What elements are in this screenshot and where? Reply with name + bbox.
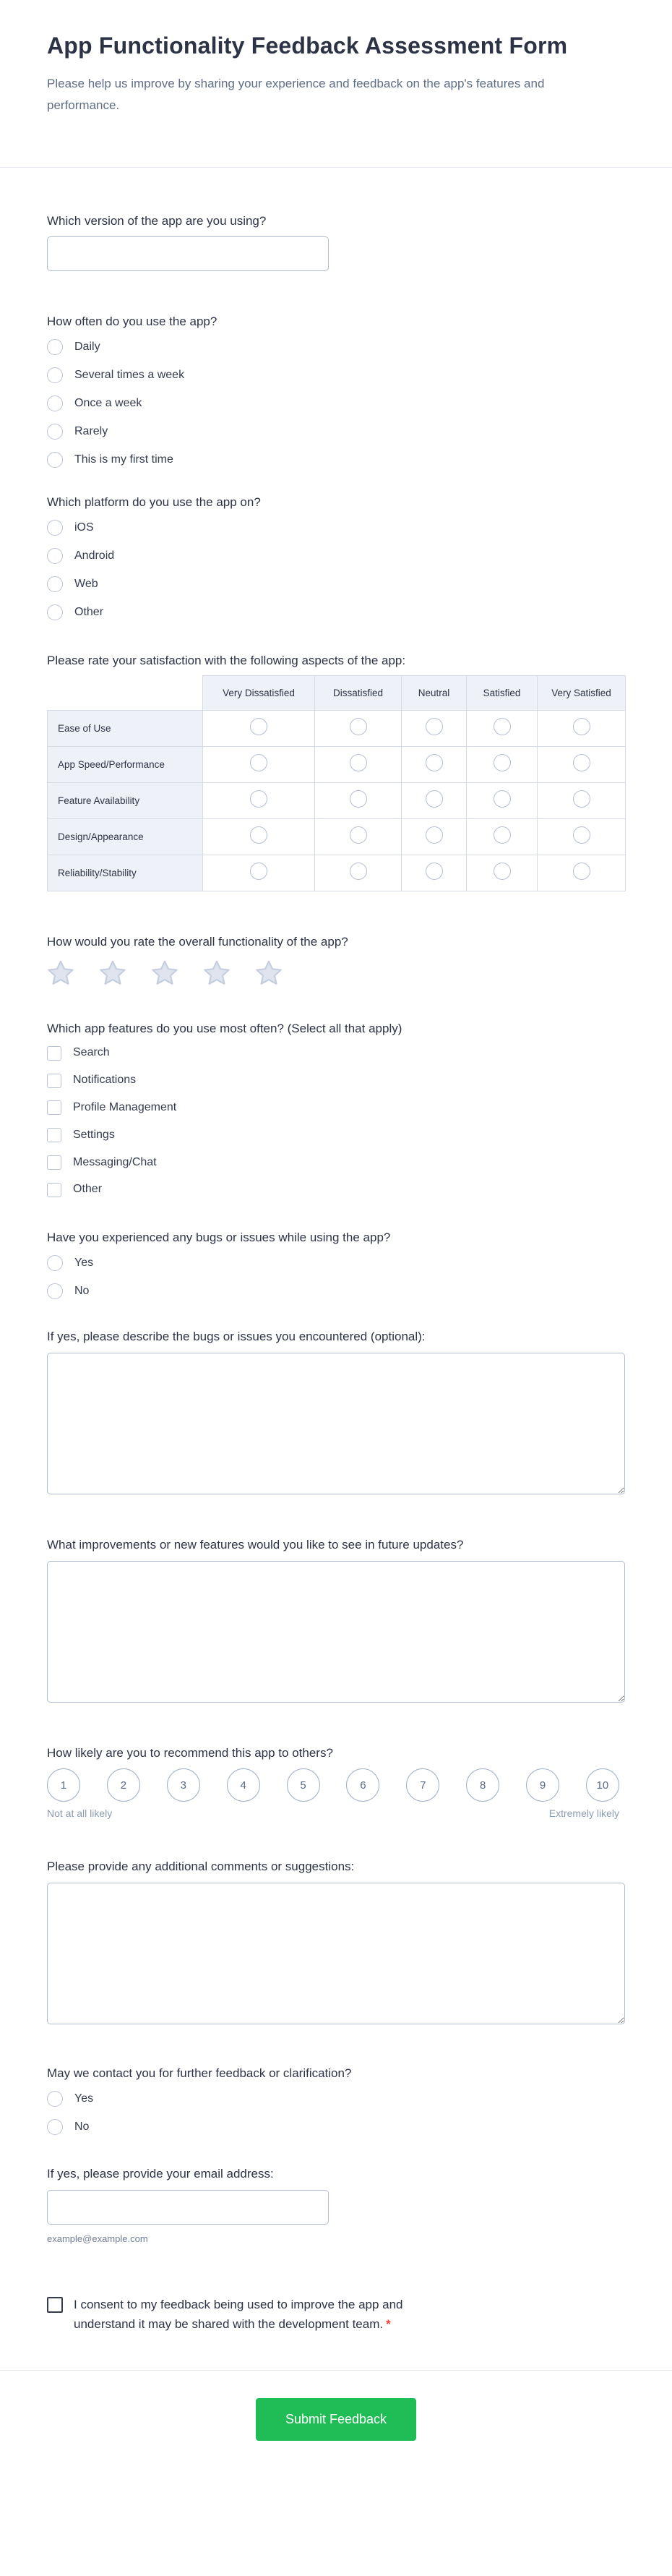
required-asterisk: * xyxy=(386,2317,391,2332)
radio-icon[interactable] xyxy=(250,718,267,735)
satisfaction-matrix-table xyxy=(47,675,626,891)
matrix-cell[interactable] xyxy=(402,855,467,891)
checkbox-icon[interactable] xyxy=(47,1128,61,1142)
question-bugs xyxy=(47,1229,625,1299)
question-label: May we contact you for further feedback or clarification? xyxy=(47,2066,352,2081)
radio-option-label: Rarely xyxy=(74,424,108,437)
matrix-cell[interactable] xyxy=(467,855,538,891)
improvements-textarea[interactable] xyxy=(47,1561,625,1703)
nps-left-label: Not at all likely xyxy=(47,1807,113,1820)
star-icon[interactable] xyxy=(99,959,126,987)
radio-icon[interactable] xyxy=(426,790,443,808)
question-consent xyxy=(47,2295,625,2334)
question-label: How would you rate the overall functionality of the app? xyxy=(47,934,348,949)
consent-checkbox[interactable] xyxy=(47,2297,63,2313)
matrix-row xyxy=(48,855,626,891)
matrix-row-label: Design/Appearance xyxy=(48,818,203,855)
radio-icon[interactable] xyxy=(47,339,63,355)
radio-option[interactable] xyxy=(47,367,625,383)
question-label: Have you experienced any bugs or issues while using the app? xyxy=(47,1231,391,1245)
question-improvements xyxy=(47,1536,625,1703)
question-label: Please provide any additional comments or suggestions: xyxy=(47,1860,355,1874)
comments-textarea[interactable] xyxy=(47,1883,625,2024)
star-rating xyxy=(47,959,625,987)
header-divider xyxy=(0,167,672,168)
radio-icon[interactable] xyxy=(494,790,511,808)
matrix-cell[interactable] xyxy=(315,855,402,891)
radio-icon[interactable] xyxy=(47,395,63,411)
consent-label xyxy=(74,2295,441,2334)
consent-row[interactable] xyxy=(47,2295,441,2334)
radio-icon[interactable] xyxy=(47,452,63,468)
radio-option[interactable] xyxy=(47,604,625,620)
matrix-row xyxy=(48,710,626,746)
matrix-cell[interactable] xyxy=(315,782,402,818)
checkbox-option[interactable] xyxy=(47,1045,625,1061)
nps-value-button[interactable]: 4 xyxy=(227,1768,260,1802)
matrix-cell[interactable] xyxy=(538,818,626,855)
matrix-cell[interactable] xyxy=(203,746,315,782)
matrix-row-label: Reliability/Stability xyxy=(48,855,203,891)
matrix-cell[interactable] xyxy=(538,746,626,782)
matrix-cell[interactable] xyxy=(467,818,538,855)
matrix-column-header: Very Dissatisfied xyxy=(203,675,315,710)
star-icon[interactable] xyxy=(47,959,74,987)
radio-icon[interactable] xyxy=(350,790,367,808)
radio-option-label: Several times a week xyxy=(74,368,185,381)
matrix-cell[interactable] xyxy=(203,855,315,891)
radio-icon[interactable] xyxy=(47,1283,63,1299)
checkbox-icon[interactable] xyxy=(47,1074,61,1088)
matrix-column-header: Satisfied xyxy=(467,675,538,710)
question-bug-details xyxy=(47,1328,625,1494)
radio-option-label: Daily xyxy=(74,340,100,353)
radio-group-bugs xyxy=(47,1255,625,1299)
radio-icon[interactable] xyxy=(494,718,511,735)
question-email xyxy=(47,2165,625,2244)
radio-option-label: Android xyxy=(74,549,115,562)
radio-option[interactable] xyxy=(47,1255,625,1271)
nps-value-button[interactable]: 6 xyxy=(346,1768,379,1802)
radio-icon[interactable] xyxy=(350,718,367,735)
matrix-row-label: Ease of Use xyxy=(48,710,203,746)
checkbox-option-label: Profile Management xyxy=(73,1101,177,1114)
question-label: Which platform do you use the app on? xyxy=(47,495,261,510)
checkbox-option-label: Notifications xyxy=(73,1074,137,1087)
matrix-row xyxy=(48,782,626,818)
radio-option-label: No xyxy=(74,2120,90,2133)
nps-value-button[interactable]: 10 xyxy=(586,1768,619,1802)
checkbox-option-label: Messaging/Chat xyxy=(73,1155,157,1168)
radio-option-label: iOS xyxy=(74,521,94,534)
nps-value-button[interactable]: 9 xyxy=(526,1768,559,1802)
radio-option-label: Yes xyxy=(74,2092,94,2105)
radio-icon[interactable] xyxy=(47,548,63,564)
question-label: How likely are you to recommend this app to others? xyxy=(47,1745,333,1760)
nps-value-button[interactable]: 8 xyxy=(466,1768,499,1802)
page-title: App Functionality Feedback Assessment Form xyxy=(47,33,568,59)
radio-group-frequency xyxy=(47,339,625,468)
checkbox-icon[interactable] xyxy=(47,1100,61,1115)
question-label: If yes, please provide your email address: xyxy=(47,2167,274,2181)
question-overall-rating xyxy=(47,933,625,987)
submit-area xyxy=(47,2371,625,2441)
matrix-column-header: Neutral xyxy=(402,675,467,710)
radio-option[interactable] xyxy=(47,452,625,468)
question-label: What improvements or new features would you like to see in future updates? xyxy=(47,1537,464,1552)
checkbox-option-label: Search xyxy=(73,1046,110,1059)
radio-icon[interactable] xyxy=(350,826,367,844)
radio-icon[interactable] xyxy=(250,826,267,844)
radio-option[interactable] xyxy=(47,576,625,592)
radio-icon[interactable] xyxy=(47,604,63,620)
matrix-cell[interactable] xyxy=(538,855,626,891)
question-label: Please rate your satisfaction with the following aspects of the app: xyxy=(47,654,406,668)
email-field[interactable] xyxy=(47,2190,329,2225)
radio-icon[interactable] xyxy=(47,576,63,592)
radio-icon[interactable] xyxy=(47,367,63,383)
matrix-cell[interactable] xyxy=(402,818,467,855)
radio-option[interactable] xyxy=(47,548,625,564)
matrix-cell[interactable] xyxy=(402,746,467,782)
nps-value-button[interactable]: 7 xyxy=(406,1768,439,1802)
matrix-row-label: Feature Availability xyxy=(48,782,203,818)
matrix-cell[interactable] xyxy=(203,710,315,746)
nps-value-button[interactable]: 1 xyxy=(47,1768,80,1802)
star-icon[interactable] xyxy=(255,959,283,987)
question-version xyxy=(47,213,625,272)
question-nps xyxy=(47,1745,625,1820)
radio-icon[interactable] xyxy=(250,790,267,808)
star-icon[interactable] xyxy=(151,959,178,987)
matrix-cell[interactable] xyxy=(467,710,538,746)
radio-icon[interactable] xyxy=(426,754,443,771)
radio-icon[interactable] xyxy=(573,754,590,771)
question-features xyxy=(47,1020,625,1198)
question-satisfaction-matrix xyxy=(47,652,625,891)
nps-edge-labels xyxy=(47,1807,619,1819)
radio-icon[interactable] xyxy=(350,863,367,880)
matrix-row xyxy=(48,746,626,782)
checkbox-icon[interactable] xyxy=(47,1155,61,1170)
matrix-row xyxy=(48,818,626,855)
radio-icon[interactable] xyxy=(426,826,443,844)
radio-icon[interactable] xyxy=(573,826,590,844)
checkbox-option[interactable] xyxy=(47,1128,625,1143)
radio-option-label: This is my first time xyxy=(74,453,173,466)
checkbox-icon[interactable] xyxy=(47,1046,61,1061)
nps-scale xyxy=(47,1768,619,1802)
matrix-cell[interactable] xyxy=(402,782,467,818)
checkbox-option[interactable] xyxy=(47,1155,625,1171)
radio-icon[interactable] xyxy=(47,424,63,440)
form-subtitle: Please help us improve by sharing your experience and feedback on the app's features and performance. xyxy=(47,77,545,112)
radio-icon[interactable] xyxy=(573,863,590,880)
question-comments xyxy=(47,1858,625,2024)
radio-icon[interactable] xyxy=(250,754,267,771)
checkbox-option[interactable] xyxy=(47,1100,625,1116)
question-label: How often do you use the app? xyxy=(47,314,217,329)
radio-option-label: Other xyxy=(74,605,104,618)
matrix-cell[interactable] xyxy=(315,818,402,855)
matrix-column-header: Very Satisfied xyxy=(538,675,626,710)
matrix-cell[interactable] xyxy=(315,710,402,746)
radio-icon[interactable] xyxy=(250,863,267,880)
checkbox-option-label: Other xyxy=(73,1183,103,1196)
radio-option[interactable] xyxy=(47,2091,625,2107)
submit-feedback-button[interactable]: Submit Feedback xyxy=(256,2398,416,2441)
checkbox-option[interactable] xyxy=(47,1073,625,1088)
radio-icon[interactable] xyxy=(47,2091,63,2107)
nps-value-button[interactable]: 3 xyxy=(167,1768,200,1802)
consent-label-text: I consent to my feedback being used to improve the app and understand it may be shared with the development team. xyxy=(74,2297,403,2332)
matrix-corner-cell xyxy=(48,675,203,710)
matrix-cell[interactable] xyxy=(467,746,538,782)
radio-icon[interactable] xyxy=(47,1255,63,1271)
radio-icon[interactable] xyxy=(47,520,63,536)
radio-option-label: Web xyxy=(74,577,98,590)
question-label: Which version of the app are you using? xyxy=(47,213,267,228)
radio-option[interactable] xyxy=(47,339,625,355)
matrix-cell[interactable] xyxy=(538,710,626,746)
question-platform xyxy=(47,494,625,620)
matrix-row-label: App Speed/Performance xyxy=(48,746,203,782)
radio-option[interactable] xyxy=(47,395,625,411)
matrix-cell[interactable] xyxy=(203,818,315,855)
radio-icon[interactable] xyxy=(494,863,511,880)
radio-option-label: Once a week xyxy=(74,396,142,409)
matrix-cell[interactable] xyxy=(315,746,402,782)
nps-right-label: Extremely likely xyxy=(548,1807,619,1820)
checkbox-group-features xyxy=(47,1045,625,1197)
radio-icon[interactable] xyxy=(573,718,590,735)
nps-value-button[interactable]: 5 xyxy=(287,1768,320,1802)
radio-option-label: Yes xyxy=(74,1256,94,1269)
radio-icon[interactable] xyxy=(426,863,443,880)
email-helper-text: example@example.com xyxy=(47,2233,148,2244)
checkbox-option-label: Settings xyxy=(73,1128,115,1141)
radio-icon[interactable] xyxy=(573,790,590,808)
radio-option[interactable] xyxy=(47,2119,625,2135)
question-contact xyxy=(47,2065,625,2135)
question-frequency xyxy=(47,313,625,468)
radio-option[interactable] xyxy=(47,424,625,440)
matrix-cell[interactable] xyxy=(402,710,467,746)
radio-option-label: No xyxy=(74,1284,90,1297)
matrix-cell[interactable] xyxy=(538,782,626,818)
bug-details-textarea[interactable] xyxy=(47,1353,625,1494)
radio-icon[interactable] xyxy=(494,826,511,844)
star-icon[interactable] xyxy=(203,959,231,987)
radio-option[interactable] xyxy=(47,1283,625,1299)
matrix-cell[interactable] xyxy=(203,782,315,818)
radio-group-platform xyxy=(47,520,625,620)
matrix-column-header: Dissatisfied xyxy=(315,675,402,710)
question-label: Which app features do you use most often? (Select all that apply) xyxy=(47,1021,402,1035)
radio-group-contact xyxy=(47,2091,625,2135)
radio-option[interactable] xyxy=(47,520,625,536)
radio-icon[interactable] xyxy=(350,754,367,771)
question-label: If yes, please describe the bugs or issues you encountered (optional): xyxy=(47,1330,426,1344)
radio-icon[interactable] xyxy=(47,2119,63,2135)
matrix-cell[interactable] xyxy=(467,782,538,818)
version-input[interactable] xyxy=(47,236,329,271)
radio-icon[interactable] xyxy=(426,718,443,735)
nps-value-button[interactable]: 2 xyxy=(107,1768,140,1802)
checkbox-icon[interactable] xyxy=(47,1183,61,1197)
checkbox-option[interactable] xyxy=(47,1182,625,1197)
matrix-header-row xyxy=(48,675,626,710)
radio-icon[interactable] xyxy=(494,754,511,771)
